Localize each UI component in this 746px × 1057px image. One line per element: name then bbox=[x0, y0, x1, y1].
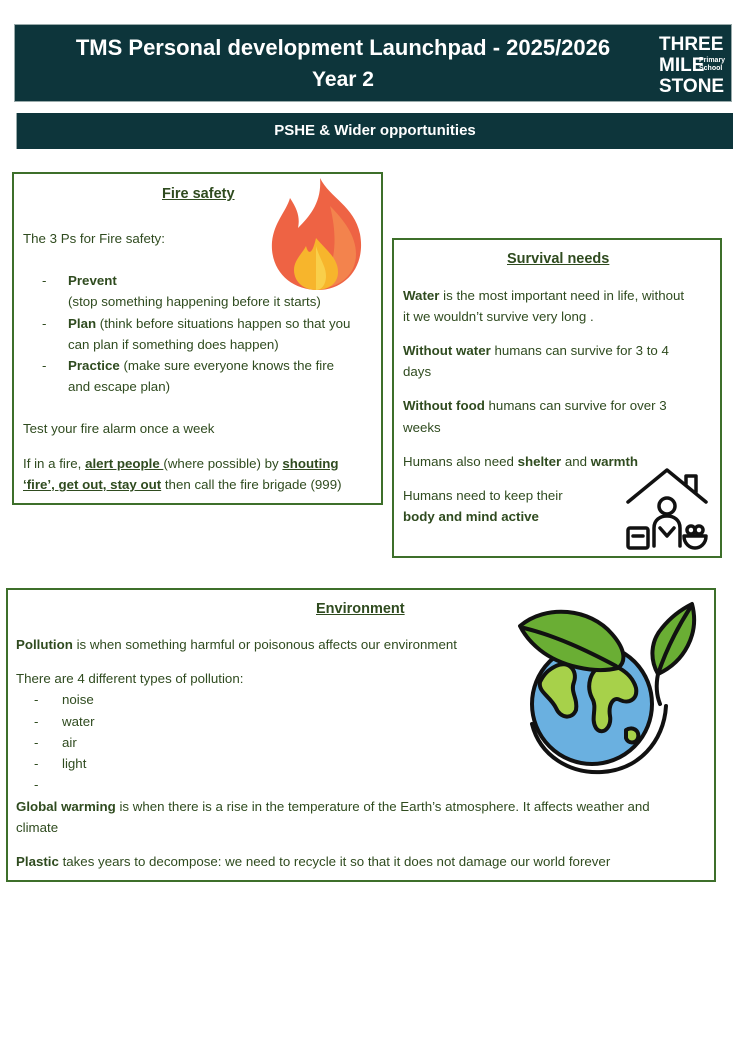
practice-item: Practice (make sure everyone knows the fire bbox=[68, 358, 335, 373]
shelter-text: Humans also need shelter and warmth bbox=[403, 454, 639, 469]
environment-title: Environment bbox=[316, 601, 405, 617]
fire-intro: The 3 Ps for Fire safety: bbox=[23, 231, 165, 246]
pollution-type-water: water bbox=[62, 714, 95, 729]
shelter-person-icon bbox=[624, 466, 710, 552]
fire-alarm-text: Test your fire alarm once a week bbox=[23, 421, 215, 436]
pollution-type-air: air bbox=[62, 735, 77, 750]
active-text-bold: body and mind active bbox=[403, 509, 539, 524]
bullet-dash: - bbox=[42, 316, 47, 331]
global-warming-text-2: climate bbox=[16, 820, 59, 835]
logo-line-3: STONE bbox=[659, 76, 725, 97]
bullet-dash: - bbox=[42, 358, 47, 373]
global-warming-text: Global warming is when there is a rise in the temperature of the Earth’s atmosphere. It affects weather and bbox=[16, 799, 650, 814]
fire-safety-title: Fire safety bbox=[162, 186, 235, 202]
pollution-type-light: light bbox=[62, 756, 87, 771]
plan-desc: can plan if something does happen) bbox=[68, 337, 279, 352]
page-title: TMS Personal development Launchpad - 2025/2026 bbox=[75, 35, 611, 60]
logo-line-1: THREE bbox=[659, 34, 724, 55]
practice-desc: and escape plan) bbox=[68, 379, 171, 394]
without-water-text-2: days bbox=[403, 364, 432, 379]
plan-item: Plan (think before situations happen so that you bbox=[68, 316, 351, 331]
fire-advice-line2: ‘fire’, get out, stay out then call the fire brigade (999) bbox=[23, 477, 342, 492]
fire-safety-box bbox=[12, 172, 383, 505]
page-header bbox=[14, 24, 732, 102]
prevent-desc: (stop something happening before it starts) bbox=[68, 294, 321, 309]
page-subtitle: Year 2 bbox=[312, 68, 374, 91]
pollution-text: Pollution is when something harmful or poisonous affects our environment bbox=[16, 637, 457, 652]
flame-icon bbox=[268, 176, 368, 292]
without-food-text: Without food humans can survive for over 3 bbox=[403, 398, 667, 413]
fire-advice-line1: If in a fire, alert people (where possible) by shouting bbox=[23, 456, 339, 471]
bullet-dash: - bbox=[42, 273, 47, 288]
logo-tag: Primary School bbox=[699, 57, 726, 72]
plastic-text: Plastic takes years to decompose: we need to recycle it so that it does not damage our world forever bbox=[16, 854, 611, 869]
logo-line-2: MILE bbox=[659, 55, 705, 76]
without-food-text-2: weeks bbox=[403, 420, 441, 435]
survival-needs-box bbox=[392, 238, 722, 558]
bullet-dash: - bbox=[34, 756, 39, 771]
earth-leaves-icon bbox=[516, 600, 698, 780]
bullet-dash: - bbox=[34, 714, 39, 729]
water-text: Water is the most important need in life, without bbox=[403, 288, 685, 303]
survival-needs-title: Survival needs bbox=[507, 251, 610, 267]
prevent-item: Prevent bbox=[68, 273, 117, 288]
pollution-types-intro: There are 4 different types of pollution: bbox=[16, 671, 244, 686]
bullet-dash: - bbox=[34, 735, 39, 750]
bullet-dash: - bbox=[34, 777, 39, 792]
bullet-dash: - bbox=[34, 692, 39, 707]
active-text: Humans need to keep their bbox=[403, 488, 563, 503]
section-header: PSHE & Wider opportunities bbox=[16, 113, 733, 149]
without-water-text: Without water humans can survive for 3 to 4 bbox=[403, 343, 669, 358]
environment-box bbox=[6, 588, 716, 882]
pollution-type-noise: noise bbox=[62, 692, 94, 707]
school-logo bbox=[659, 33, 726, 97]
water-text-2: it we wouldn’t survive very long . bbox=[403, 309, 594, 324]
